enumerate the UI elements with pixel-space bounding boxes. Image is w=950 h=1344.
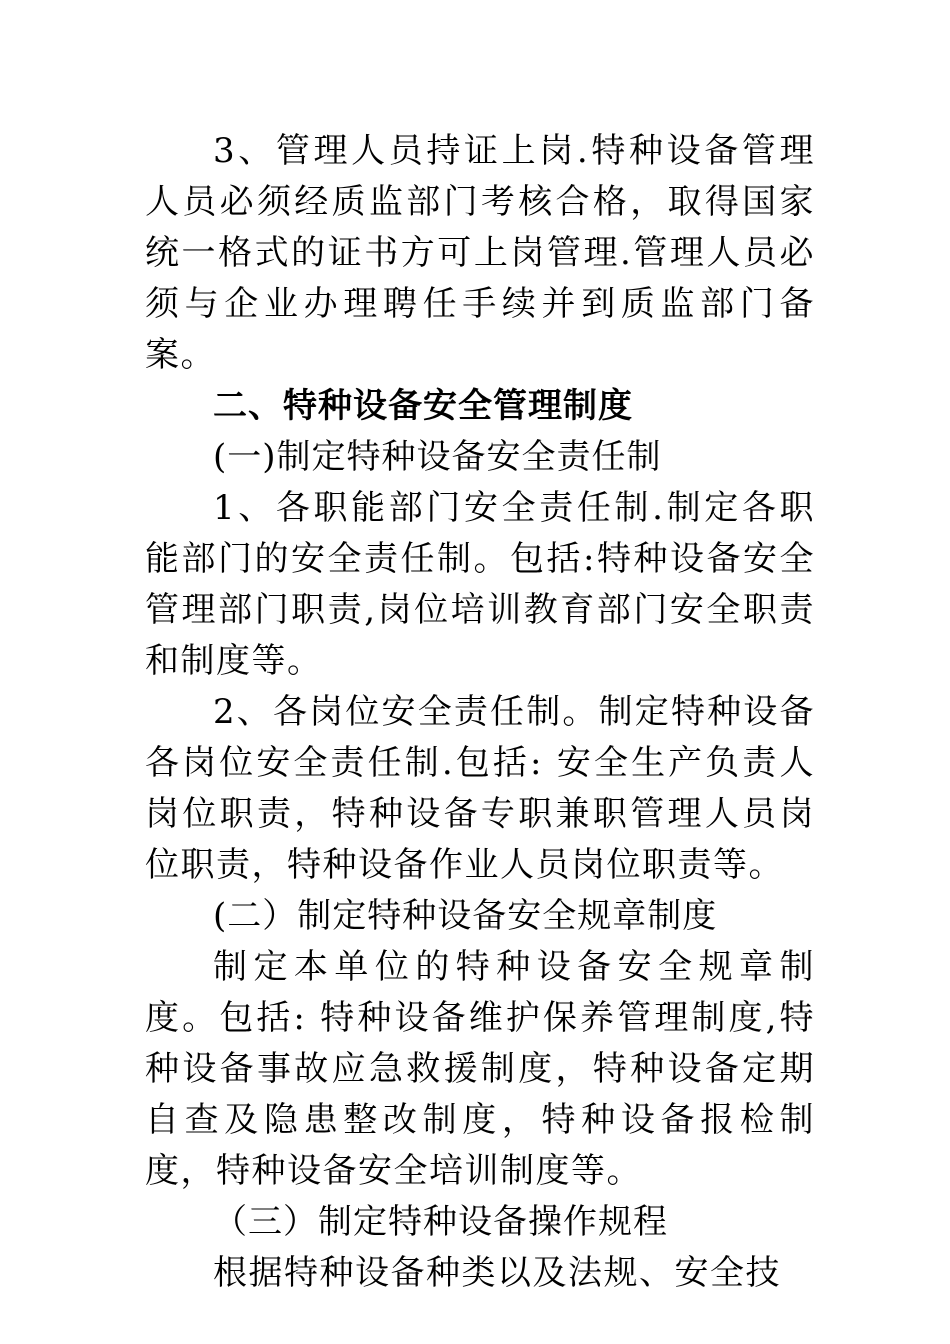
paragraph-department-responsibility: 1、各职能部门安全责任制.制定各职能部门的安全责任制。包括:特种设备安全管理部门职责,岗位培训教育部门安全职责和制度等。 (145, 488, 815, 681)
subheading-operating-procedures: （三）制定特种设备操作规程 (213, 1202, 668, 1242)
paragraph-operating-procedures: 根据特种设备种类以及法规、安全技 (213, 1253, 781, 1293)
subheading-responsibility-system: (一)制定特种设备安全责任制 (213, 437, 662, 477)
paragraph-rules-regulations: 制定本单位的特种设备安全规章制度。包括: 特种设备维护保养管理制度,特种设备事故应急救援制度，特种设备定期自查及隐患整改制度，特种设备报检制度，特种设备安全培训制度等。 (145, 947, 815, 1191)
section-heading-safety-management: 二、特种设备安全管理制度 (213, 386, 633, 426)
subheading-rules-regulations: (二）制定特种设备安全规章制度 (213, 896, 718, 936)
paragraph-post-responsibility: 2、各岗位安全责任制。制定特种设备各岗位安全责任制.包括: 安全生产负责人岗位职责，特种设备专职兼职管理人员岗位职责，特种设备作业人员岗位职责等。 (145, 692, 815, 885)
paragraph-manager-certification: 3、管理人员持证上岗.特种设备管理人员必须经质监部门考核合格，取得国家统一格式的证书方可上岗管理.管理人员必须与企业办理聘任手续并到质监部门备案。 (145, 131, 815, 375)
document-body (145, 126, 815, 1299)
